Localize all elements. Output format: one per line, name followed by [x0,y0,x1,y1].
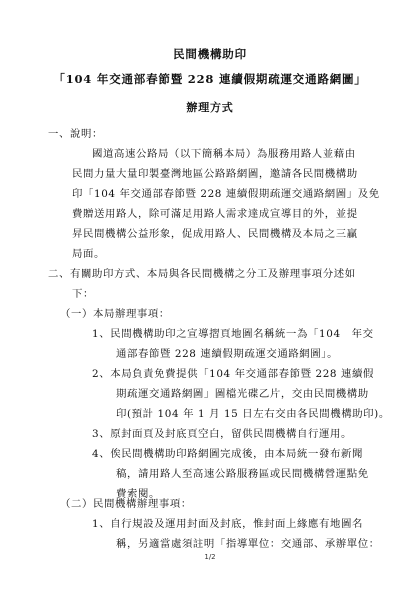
section1-line: 印「104 年交通部春節暨 228 連續假期疏運交通路網圖」及免 [72,188,380,200]
subsection1-item-cont: 期疏運交通路網圖」圖檔光碟乙片，交由民間機構助 [116,388,369,400]
subsection1-heading: （一）本局辦理事項： [60,308,170,320]
subsection1-item-cont: 費索閱。 [116,488,160,500]
section1-line: 局面。 [72,248,105,260]
document-title: 民間機構助印 [173,47,247,61]
page-number: 1/2 [204,553,216,561]
subsection1-item-cont: 通部春節暨 228 連續假期疏運交通路網圖」。 [116,348,339,360]
section2-heading: 二、有關助印方式、本局與各民間機構之分工及辦理事項分述如 [48,268,356,280]
section1-heading: 一、說明： [48,128,103,140]
section2-heading-cont: 下： [72,288,94,300]
section1-line: 國道高速公路局（以下簡稱本局）為服務用路人並藉由 [92,148,356,160]
method-heading: 辦理方式 [186,101,234,114]
section1-line: 民間力量大量印製臺灣地區公路路網圖，邀請各民間機構助 [72,168,358,180]
subsection2-heading: （二）民間機構辦理事項： [60,498,192,510]
subsection1-item: 2、本局負責免費提供「104 年交通部春節暨 228 連續假 [92,368,374,380]
subsection2-item: 1、自行規設及運用封面及封底，惟封面上緣應有地圖名 [92,518,363,530]
document-subtitle: 「104 年交通部春節暨 228 連續假期疏運交通路網圖」 [53,72,367,86]
section1-line: 費贈送用路人，除可滿足用路人需求達成宣導目的外，並提 [72,208,358,220]
subsection1-item-cont: 印(預計 104 年 1 月 15 日左右交由各民間機構助印)。 [116,408,390,420]
subsection1-item-cont: 稿，請用路人至高速公路服務區或民間機構營運點免 [116,468,369,480]
section1-line: 昇民間機構公益形象，促成用路人、民間機構及本局之三贏 [72,228,358,240]
subsection2-item-cont: 稱，另適當處須註明「指導單位：交通部、承辦單位： [116,538,380,550]
subsection1-item: 4、俟民間機構助印路網圖完成後，由本局統一發布新聞 [92,448,363,460]
subsection1-item: 3、原封面頁及封底頁空白，留供民間機構自行運用。 [92,428,352,440]
subsection1-item: 1、民間機構助印之宣導摺頁地圖名稱統一為「104 年交 [92,328,374,340]
